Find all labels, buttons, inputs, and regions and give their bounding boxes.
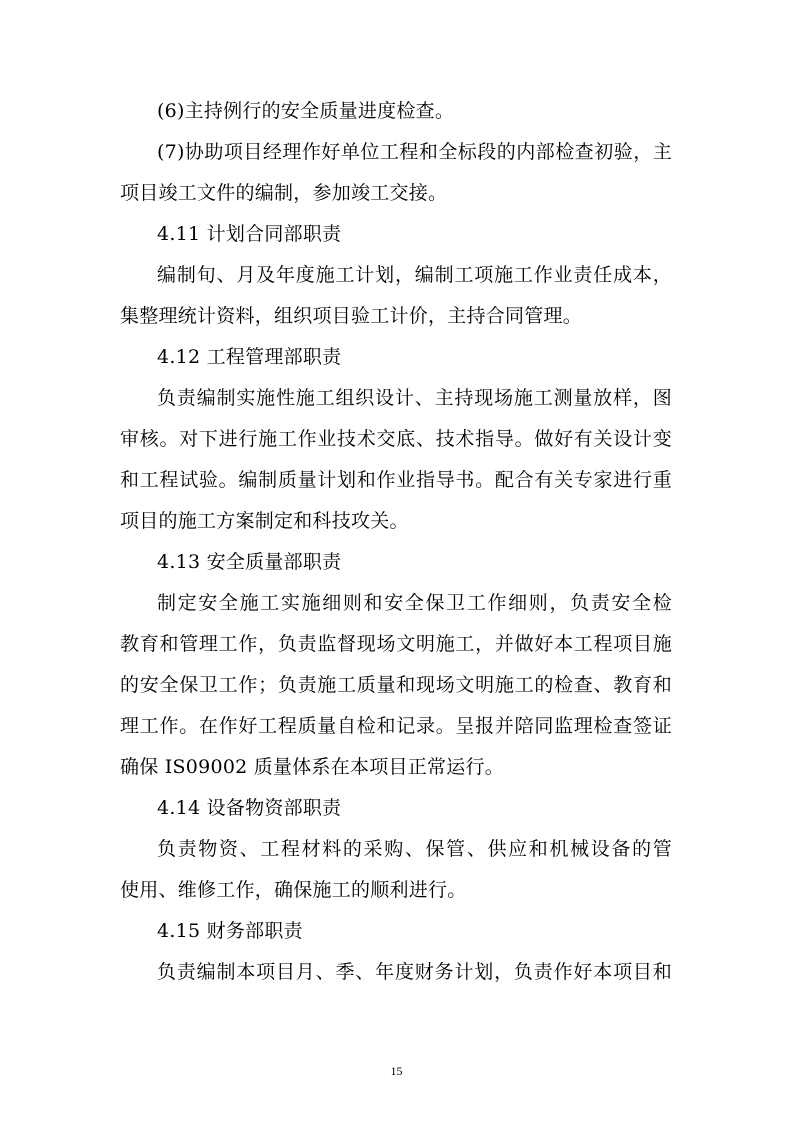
paragraph-4-13-line-1: 制定安全施工实施细则和安全保卫工作细则，负责安全检: [157, 592, 672, 614]
paragraph-4-13-line-5: 确保 IS09002 质量体系在本项目正常运行。: [120, 756, 505, 778]
paragraph-4-11-line-1: 编制旬、月及年度施工计划，编制工项施工作业责任成本，: [157, 264, 672, 286]
paragraph-4-12-line-3: 和工程试验。编制质量计划和作业指导书。配合有关专家进行重: [120, 469, 672, 491]
paragraph-4-13-line-2: 教育和管理工作，负责监督现场文明施工，并做好本工程项目施: [120, 633, 672, 655]
section-heading-4-11: 4.11 计划合同部职责: [157, 223, 342, 245]
paragraph-4-13-line-3: 的安全保卫工作；负责施工质量和现场文明施工的检查、教育和: [120, 674, 672, 696]
list-item-7-line-2: 项目竣工文件的编制，参加竣工交接。: [120, 182, 448, 204]
section-heading-4-15: 4.15 财务部职责: [157, 920, 303, 942]
paragraph-4-14-line-2: 使用、维修工作，确保施工的顺利进行。: [120, 879, 467, 901]
paragraph-4-12-line-1: 负责编制实施性施工组织设计、主持现场施工测量放样，图: [157, 387, 672, 409]
paragraph-4-12-line-4: 项目的施工方案制定和科技攻关。: [120, 510, 409, 532]
paragraph-4-14-line-1: 负责物资、工程材料的采购、保管、供应和机械设备的管: [157, 838, 672, 860]
paragraph-4-13-line-4: 理工作。在作好工程质量自检和记录。呈报并陪同监理检查签证: [120, 715, 672, 737]
paragraph-4-12-line-2: 审核。对下进行施工作业技术交底、技术指导。做好有关设计变: [120, 428, 672, 450]
list-item-6: (6)主持例行的安全质量进度检查。: [157, 100, 455, 122]
paragraph-4-15-line-1: 负责编制本项目月、季、年度财务计划，负责作好本项目和: [157, 961, 672, 983]
section-heading-4-12: 4.12 工程管理部职责: [157, 346, 342, 368]
document-body: [120, 91, 672, 993]
paragraph-4-11-line-2: 集整理统计资料，组织项目验工计价，主持合同管理。: [120, 305, 583, 327]
section-heading-4-14: 4.14 设备物资部职责: [157, 797, 342, 819]
page-number: 15: [390, 1064, 403, 1078]
list-item-7-line-1: (7)协助项目经理作好单位工程和全标段的内部检查初验，主: [157, 141, 672, 163]
section-heading-4-13: 4.13 安全质量部职责: [157, 551, 342, 573]
